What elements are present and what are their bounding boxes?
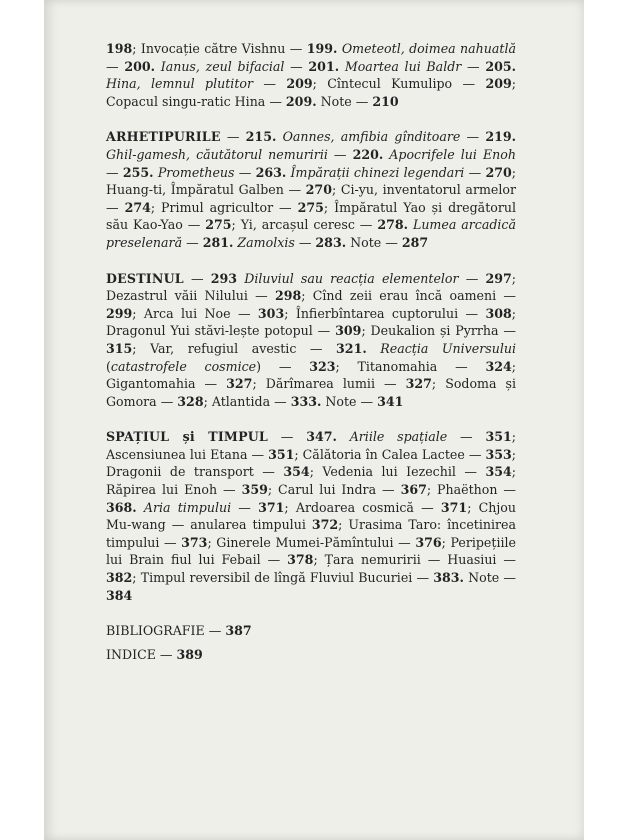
entry-text: ; Sodoma și Gomora — xyxy=(106,376,517,409)
entry-text: ; Dezastrul văii Nilului — xyxy=(106,270,517,304)
chapter-title: Apocrifele lui Enoh xyxy=(389,146,516,162)
page-number: 327 xyxy=(405,376,432,392)
page-number: 323 xyxy=(309,358,336,374)
entry-text xyxy=(337,429,350,444)
chapter-title: Ghil-gamesh, căutătorul nemuririi xyxy=(106,146,328,162)
entry-text: ; Timpul reversibil de lîngă Fluviul Bucuriei — xyxy=(132,570,434,586)
page-number: 274 xyxy=(124,199,151,215)
chapter-title: Împărații chinezi legendari xyxy=(290,164,465,180)
page-number: 315 xyxy=(106,340,133,356)
entry-text: — xyxy=(106,164,123,180)
page-number: 383. xyxy=(433,570,464,586)
entry-text: ; Ardoarea cosmică — xyxy=(284,499,441,515)
page-number: 359 xyxy=(241,482,268,498)
entry-text: ; Urasima Taro: încetinirea timpului — xyxy=(106,517,516,550)
chapter-title: catastrofele cosmice xyxy=(110,358,257,374)
page-number: 371 xyxy=(258,499,285,515)
chapter-title: Diluviul sau reacția elementelor xyxy=(244,270,459,286)
toc-entries xyxy=(106,40,516,604)
chapter-title: Oannes, amfibia gînditoare xyxy=(282,129,461,145)
page-number: 263. xyxy=(255,164,287,180)
page-number: 209 xyxy=(286,76,313,92)
entry-text: — xyxy=(220,129,246,145)
page-number: 368. xyxy=(106,499,137,515)
page-number: 341 xyxy=(377,393,404,409)
tail-dash: — xyxy=(155,646,177,662)
entry-text: ; Dărîmarea lumii — xyxy=(252,376,406,392)
chapter-title: Prometheus xyxy=(157,164,235,180)
page-number: 275 xyxy=(297,199,324,215)
entry-text: — xyxy=(458,270,486,286)
tail-dash: — xyxy=(204,623,226,639)
page-number: 210 xyxy=(372,93,399,109)
entry-text: — xyxy=(183,270,211,286)
entry-text: — xyxy=(106,58,125,74)
chapter-title: Lumea arcadică preselenară xyxy=(106,217,516,250)
page-number: 333. xyxy=(290,393,322,409)
table-of-contents xyxy=(106,40,516,669)
indice-line xyxy=(106,646,516,664)
page-number: 205. xyxy=(485,58,517,74)
page-number: 372 xyxy=(311,517,339,533)
chapter-title: Ometeotl, doimea nahuatlă xyxy=(341,41,517,56)
page-number: 198 xyxy=(106,41,133,56)
entry-text: ; Ginerele Mumei-Pămîntului — xyxy=(207,534,416,550)
chapter-title: Zamolxis xyxy=(237,234,295,250)
chapter-title: Aria timpului xyxy=(143,499,232,515)
page-number: 275 xyxy=(205,217,232,233)
entry-text: ; Yi, arcașul ceresc — xyxy=(231,217,378,233)
entry-text: ; Atlantida — xyxy=(203,393,291,409)
entry-text: ( xyxy=(106,358,111,374)
entry-text: ; Copacul singu-ratic Hina — xyxy=(106,76,517,109)
page-number: 220. xyxy=(352,146,384,162)
entry-spatiul-si-timpul xyxy=(106,428,516,604)
entry-text: ; Țara nemuririi — Huasiui — xyxy=(313,552,516,568)
page-number: 367 xyxy=(400,482,427,498)
entry-text: — xyxy=(267,429,307,445)
page-number: 278. xyxy=(377,217,409,233)
entry-text: — xyxy=(447,429,486,445)
entry-text: Note — xyxy=(321,393,378,409)
section-heading: SPAȚIUL și TIMPUL xyxy=(106,429,268,445)
page-number: 303 xyxy=(257,305,285,321)
entry-text: — xyxy=(460,129,486,145)
page-number: 321. xyxy=(336,340,367,356)
page-number: 215. xyxy=(245,129,277,145)
page-number: 270 xyxy=(305,182,332,198)
bibliografie-line xyxy=(106,622,516,640)
page-number: 384 xyxy=(106,587,133,603)
entry-text: — xyxy=(253,76,287,92)
page-number: 293 xyxy=(210,270,238,286)
entry-text: ; Titanomahia — xyxy=(335,358,486,374)
page-number: 378 xyxy=(287,552,314,568)
entry-text: ; Cînd zeii erau încă oameni — xyxy=(301,288,516,304)
entry-text: ; Înfierbîntarea cuptorului — xyxy=(284,305,486,321)
chapter-title: Hina, lemnul plutitor xyxy=(106,76,254,92)
entry-text: ; Primul agricultor — xyxy=(150,199,298,215)
entry-text: Note — xyxy=(346,234,402,250)
tail-label: BIBLIOGRAFIE xyxy=(106,623,205,639)
entry-text: — xyxy=(182,234,203,250)
entry-text: ; Împăratul Yao și dregătorul său Kao-Yao — xyxy=(106,199,516,233)
entry-text: ; Dragonii de transport — xyxy=(106,446,516,480)
page-number: 353 xyxy=(485,446,512,462)
page-number: 298 xyxy=(274,288,302,304)
page-number: 324 xyxy=(485,358,512,374)
page-number: 351 xyxy=(485,429,512,445)
entry-text: ; Chjou Mu-wang — anularea timpului xyxy=(106,499,516,533)
section-heading: DESTINUL xyxy=(106,270,184,286)
entry-text: ; Ascensiunea lui Etana — xyxy=(106,429,516,462)
chapter-title: Moartea lui Baldr xyxy=(344,58,462,74)
page-number: 200. xyxy=(124,58,155,74)
entry-text: ; Deukalion și Pyrrha — xyxy=(361,323,516,339)
entry-text: ; Carul lui Indra — xyxy=(267,482,401,498)
page-number: 299 xyxy=(106,305,133,321)
page-number: 351 xyxy=(268,446,295,462)
entry-text: ; Vedenia lui Iezechil — xyxy=(309,464,486,480)
page-number: 297 xyxy=(485,270,512,286)
entry-arhetipurile xyxy=(106,128,516,251)
page-number: 199. xyxy=(306,41,338,56)
entry-text xyxy=(137,500,144,515)
page-number: 347. xyxy=(306,429,337,445)
page-number: 373 xyxy=(181,534,208,550)
page-number: 328 xyxy=(177,393,204,409)
page-number: 287 xyxy=(401,234,429,250)
entry-text: Note — xyxy=(463,570,516,586)
entry-text: ; Călătoria în Calea Lactee — xyxy=(294,446,486,462)
entry-text: — xyxy=(327,146,353,162)
tail-label: INDICE xyxy=(106,646,156,662)
page-number: 219. xyxy=(485,129,516,145)
page-number: 354 xyxy=(283,464,310,480)
entry-text: ; Var, refugiul avestic — xyxy=(132,340,337,356)
page-number: 209. xyxy=(285,93,317,109)
entry-text: ; Răpirea lui Enoh — xyxy=(106,464,516,498)
entry-text: ; Arca lui Noe — xyxy=(132,305,258,321)
entry-text: ; Peripețiile lui Brain fiul lui Febail — xyxy=(106,534,516,568)
entry-text: — xyxy=(231,499,259,515)
toc-tail xyxy=(106,622,516,663)
entry-1 xyxy=(106,40,516,110)
page-number: 255. xyxy=(122,164,154,180)
entry-text: — xyxy=(464,164,486,180)
page-number: 389 xyxy=(176,646,203,662)
chapter-title: Reacția Universului xyxy=(380,340,516,356)
entry-text: ; Dragonul Yui stăvi-lește potopul — xyxy=(106,305,516,339)
entry-text: ; Gigantomahia — xyxy=(106,358,516,392)
page-number: 309 xyxy=(335,323,362,339)
entry-text: — xyxy=(284,58,309,74)
entry-text: ; Huang-ti, Împăratul Galben — xyxy=(106,164,516,198)
page-number: 209 xyxy=(485,76,512,92)
entry-text xyxy=(367,341,381,356)
page-number: 354 xyxy=(485,464,512,480)
page-number: 387 xyxy=(225,623,252,639)
page-number: 327 xyxy=(226,376,253,392)
section-heading: ARHETIPURILE xyxy=(106,129,221,145)
page-number: 201. xyxy=(308,58,340,74)
entry-text: ; Phaëthon — xyxy=(426,482,516,498)
page-number: 281. xyxy=(202,234,234,250)
entry-text: — xyxy=(234,164,256,180)
entry-text: Note — xyxy=(316,93,373,109)
entry-text: ) — xyxy=(256,358,310,374)
page-number: 371 xyxy=(440,499,468,515)
chapter-title: Ianus, zeul bifacial xyxy=(160,58,285,74)
chapter-title: Ariile spațiale xyxy=(349,429,448,445)
entry-text: ; Invocație către Vishnu — xyxy=(132,41,307,56)
page-number: 376 xyxy=(415,534,442,550)
page-number: 382 xyxy=(106,570,133,586)
page-number: 270 xyxy=(485,164,512,180)
entry-text: — xyxy=(461,58,486,74)
page-number: 283. xyxy=(315,234,347,250)
entry-text: ; Cîntecul Kumulipo — xyxy=(312,76,486,92)
entry-text: — xyxy=(294,234,316,250)
entry-text: ; Ci-yu, inventatorul armelor — xyxy=(106,182,516,215)
entry-destinul xyxy=(106,270,516,411)
page-number: 308 xyxy=(485,305,512,321)
